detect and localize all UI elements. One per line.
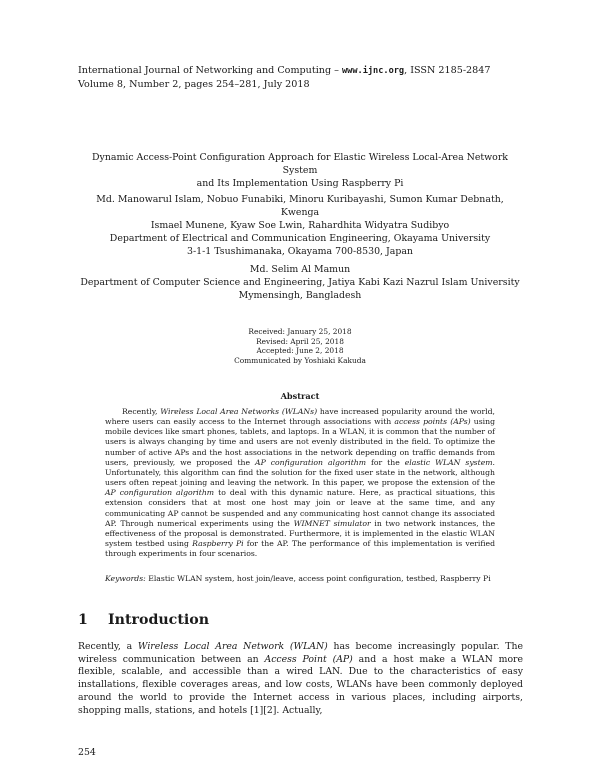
intro-text: Recently, a: [78, 641, 138, 652]
affiliation-block-2: [78, 263, 522, 302]
abstract-text: Recently,: [122, 407, 161, 416]
department-1: Department of Electrical and Communication Engineering, Okayama University: [109, 233, 491, 244]
abstract-text: to deal with this dynamic nature. Here, as practical situations, this extension considers that at most one host may join or leave at the same time, and any communicating AP cannot be suspended and any communicating host cannot change its associated AP. Through numerical experiments using the: [105, 488, 495, 528]
journal-issn: , ISSN 2185-2847: [404, 65, 491, 76]
received-date: Received: January 25, 2018: [248, 327, 352, 336]
abstract-heading: Abstract: [280, 391, 320, 401]
accepted-date: Accepted: June 2, 2018: [256, 346, 344, 356]
section-title: Introduction: [108, 612, 210, 628]
abstract-term: AP configuration algorithm: [105, 488, 215, 498]
affiliation-block-1: [78, 193, 522, 258]
abstract-text: have increased popularity around the world, where users can easily access to the Internet through associations with: [105, 407, 495, 427]
abstract-body: [105, 407, 495, 559]
revised-date: Revised: April 25, 2018: [256, 336, 344, 346]
intro-text: has become increasingly popular. The wireless communication between an: [78, 641, 523, 665]
section-heading: [78, 612, 209, 628]
submission-dates: [78, 327, 522, 365]
abstract-term: elastic WLAN system: [404, 457, 493, 467]
journal-header: [78, 64, 538, 91]
keywords: [105, 574, 495, 584]
volume-line: Volume 8, Number 2, pages 254–281, July 2018: [78, 79, 310, 90]
intro-term: Wireless Local Area Network (WLAN): [137, 641, 328, 652]
page-number: 254: [78, 747, 96, 758]
abstract-text: . Unfortunately, this algorithm can find the solution for the fixed user state in the network, although users often repeat joining and leaving the network. In this paper, we propose the extension of the: [105, 457, 495, 488]
journal-line: [78, 64, 538, 78]
abstract-text: using mobile devices like smart phones, tablets, and laptops. In a WLAN, it is common that the number of users is always changing by time and users are not evenly distributed in the field. To optimize the number of active APs and the host associations in the network depending on traffic demands from users, previously, we proposed the: [105, 417, 496, 467]
keywords-label: Keywords:: [105, 574, 146, 583]
author-2: Md. Selim Al Mamun: [249, 264, 351, 275]
abstract-term: Wireless Local Area Networks (WLANs): [160, 407, 318, 416]
intro-text: and a host make a WLAN more flexible, scalable, and accessible than a wired LAN. Due to the characteristics of easy installations, flexible coverages areas, and low costs, WLANs have been commonly deployed around the world to provide the Internet access in various places, including airports, shopping malls, stations, and hotels [1][2]. Actually,: [78, 653, 523, 716]
address-2: Mymensingh, Bangladesh: [238, 290, 362, 301]
abstract-text: in two network instances, the effectiveness of the proposal is demonstrated. Furthermore, it is implemented in the elastic WLAN system testbed using: [105, 518, 495, 549]
abstract-term: Raspberry Pi: [192, 539, 244, 549]
abstract-term: WIMNET simulator: [293, 518, 371, 528]
keywords-list: Elastic WLAN system, host join/leave, access point configuration, testbed, Raspberry Pi: [145, 574, 491, 583]
section-number: 1: [78, 612, 88, 628]
abstract-text: for the: [366, 457, 405, 467]
title-line-2: and Its Implementation Using Raspberry Pi: [196, 178, 404, 189]
authors-line-2: Ismael Munene, Kyaw Soe Lwin, Rahardhita Widyatra Sudibyo: [150, 220, 450, 231]
journal-url[interactable]: www.ijnc.org: [342, 66, 405, 76]
abstract-text: for the AP. The performance of this implementation is verified through experiments in four scenarios.: [105, 539, 495, 559]
communicated-by: Communicated by Yoshiaki Kakuda: [234, 355, 366, 365]
intro-term: Access Point (AP): [264, 653, 353, 665]
authors-line-1: Md. Manowarul Islam, Nobuo Funabiki, Minoru Kuribayashi, Sumon Kumar Debnath, Kwenga: [96, 194, 504, 218]
abstract-term: AP configuration algorithm: [255, 457, 367, 467]
journal-name: International Journal of Networking and Computing –: [78, 65, 342, 76]
intro-paragraph: [78, 641, 523, 717]
department-2: Department of Computer Science and Engineering, Jatiya Kabi Kazi Nazrul Islam University: [80, 277, 520, 288]
title-line-1: Dynamic Access-Point Configuration Approach for Elastic Wireless Local-Area Network System: [92, 152, 508, 176]
paper-title: [78, 151, 522, 190]
abstract-term: access points (APs): [394, 417, 471, 427]
address-1: 3-1-1 Tsushimanaka, Okayama 700-8530, Japan: [187, 246, 413, 257]
